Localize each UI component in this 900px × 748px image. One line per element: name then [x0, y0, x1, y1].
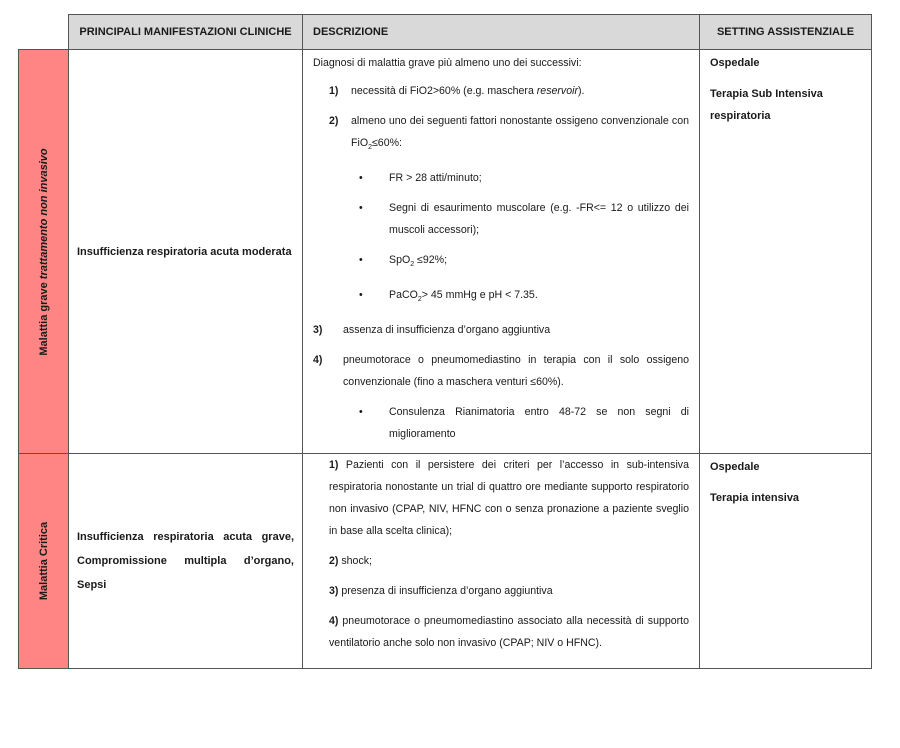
header-cell-setting: [699, 14, 872, 50]
header-setting: SETTING ASSISTENZIALE: [716, 26, 855, 38]
descrizione-cell-2: [302, 453, 700, 669]
setting-ospedale-2: Ospedale: [710, 461, 760, 473]
critica-criterion-2: 2) shock;: [329, 555, 372, 567]
descrizione-intro: Diagnosi di malattia grave più almeno uno dei successivi:: [313, 57, 582, 69]
criterion-1: 1) necessità di FiO2>60% (e.g. maschera reservoir).: [329, 85, 585, 97]
header-cell-manifestazioni: [68, 14, 303, 50]
bullet-item: • Segni di esaurimento muscolare (e.g. -FR<= 12 o utilizzo dei muscoli accessori);: [313, 197, 689, 241]
bullet-icon: •: [359, 202, 363, 215]
manifestazioni-text-2: Insufficienza respiratoria acuta grave, Compromissione multipla d’organo, Sepsi: [77, 531, 294, 591]
header-cell-descrizione: [302, 14, 700, 50]
critica-criterion-3: 3) presenza di insufficienza d’organo aggiuntiva: [329, 585, 553, 597]
setting-sub-intensiva: Terapia Sub Intensiva respiratoria: [710, 88, 823, 122]
bullet-item: • PaCO$_2$> 45 mmHg e pH < 7.35.: [313, 284, 689, 311]
setting-ospedale: Ospedale: [710, 57, 760, 69]
manifestazioni-text-1: Insufficienza respiratoria acuta moderata: [77, 245, 292, 258]
side-label-cell-grave: [18, 49, 69, 454]
bullet-item: • SpO$_2$ ≤92%;: [313, 249, 689, 276]
critica-criterion-4: 4) pneumotorace o pneumomediastino associato alla necessità di supporto ventilatorio anche solo non invasivo (CPAP; NIV o HFNC).: [329, 615, 689, 649]
side-label-cell-critica: [18, 453, 69, 669]
manifestazioni-cell-2: [68, 453, 303, 669]
bullet-item: • FR > 28 atti/minuto;: [313, 167, 689, 189]
criterion-2: 2) almeno uno dei seguenti fattori nonostante ossigeno convenzionale con FiO$_2$≤60%:: [329, 115, 689, 152]
manifestazioni-cell-1: [68, 49, 303, 454]
bullet-icon: •: [359, 406, 363, 419]
header-descrizione: DESCRIZIONE: [313, 26, 389, 38]
setting-cell-2: [699, 453, 872, 669]
criterion-3: 3) assenza di insufficienza d’organo aggiuntiva: [313, 324, 551, 337]
descrizione-cell-1: [302, 49, 700, 454]
bullet-item: • Consulenza Rianimatoria entro 48-72 se non segni di miglioramento: [313, 401, 689, 445]
criterion-4: 4) pneumotorace o pneumomediastino in terapia con il solo ossigeno convenzionale (fino a maschera venturi ≤60%).: [313, 354, 689, 389]
bullet-icon: •: [359, 172, 363, 185]
bullet-icon: •: [359, 254, 363, 267]
header-manifestazioni: PRINCIPALI MANIFESTAZIONI CLINICHE: [79, 26, 292, 38]
setting-cell-1: [699, 49, 872, 454]
side-label-grave: Malattia grave trattamento non invasivo: [37, 147, 50, 356]
side-label-critica: Malattia Critica: [37, 521, 50, 601]
critica-criterion-1: 1) Pazienti con il persistere dei criteri per l’accesso in sub-intensiva respiratoria nonostante un trial di quattro ore mediante supporto respiratorio non invasivo (CPAP, NIV, HFNC con o senza pronazione a paziente sveglio in base alla scelta clinica);: [329, 459, 689, 537]
bullet-icon: •: [359, 289, 363, 302]
setting-intensiva: Terapia intensiva: [710, 492, 800, 504]
